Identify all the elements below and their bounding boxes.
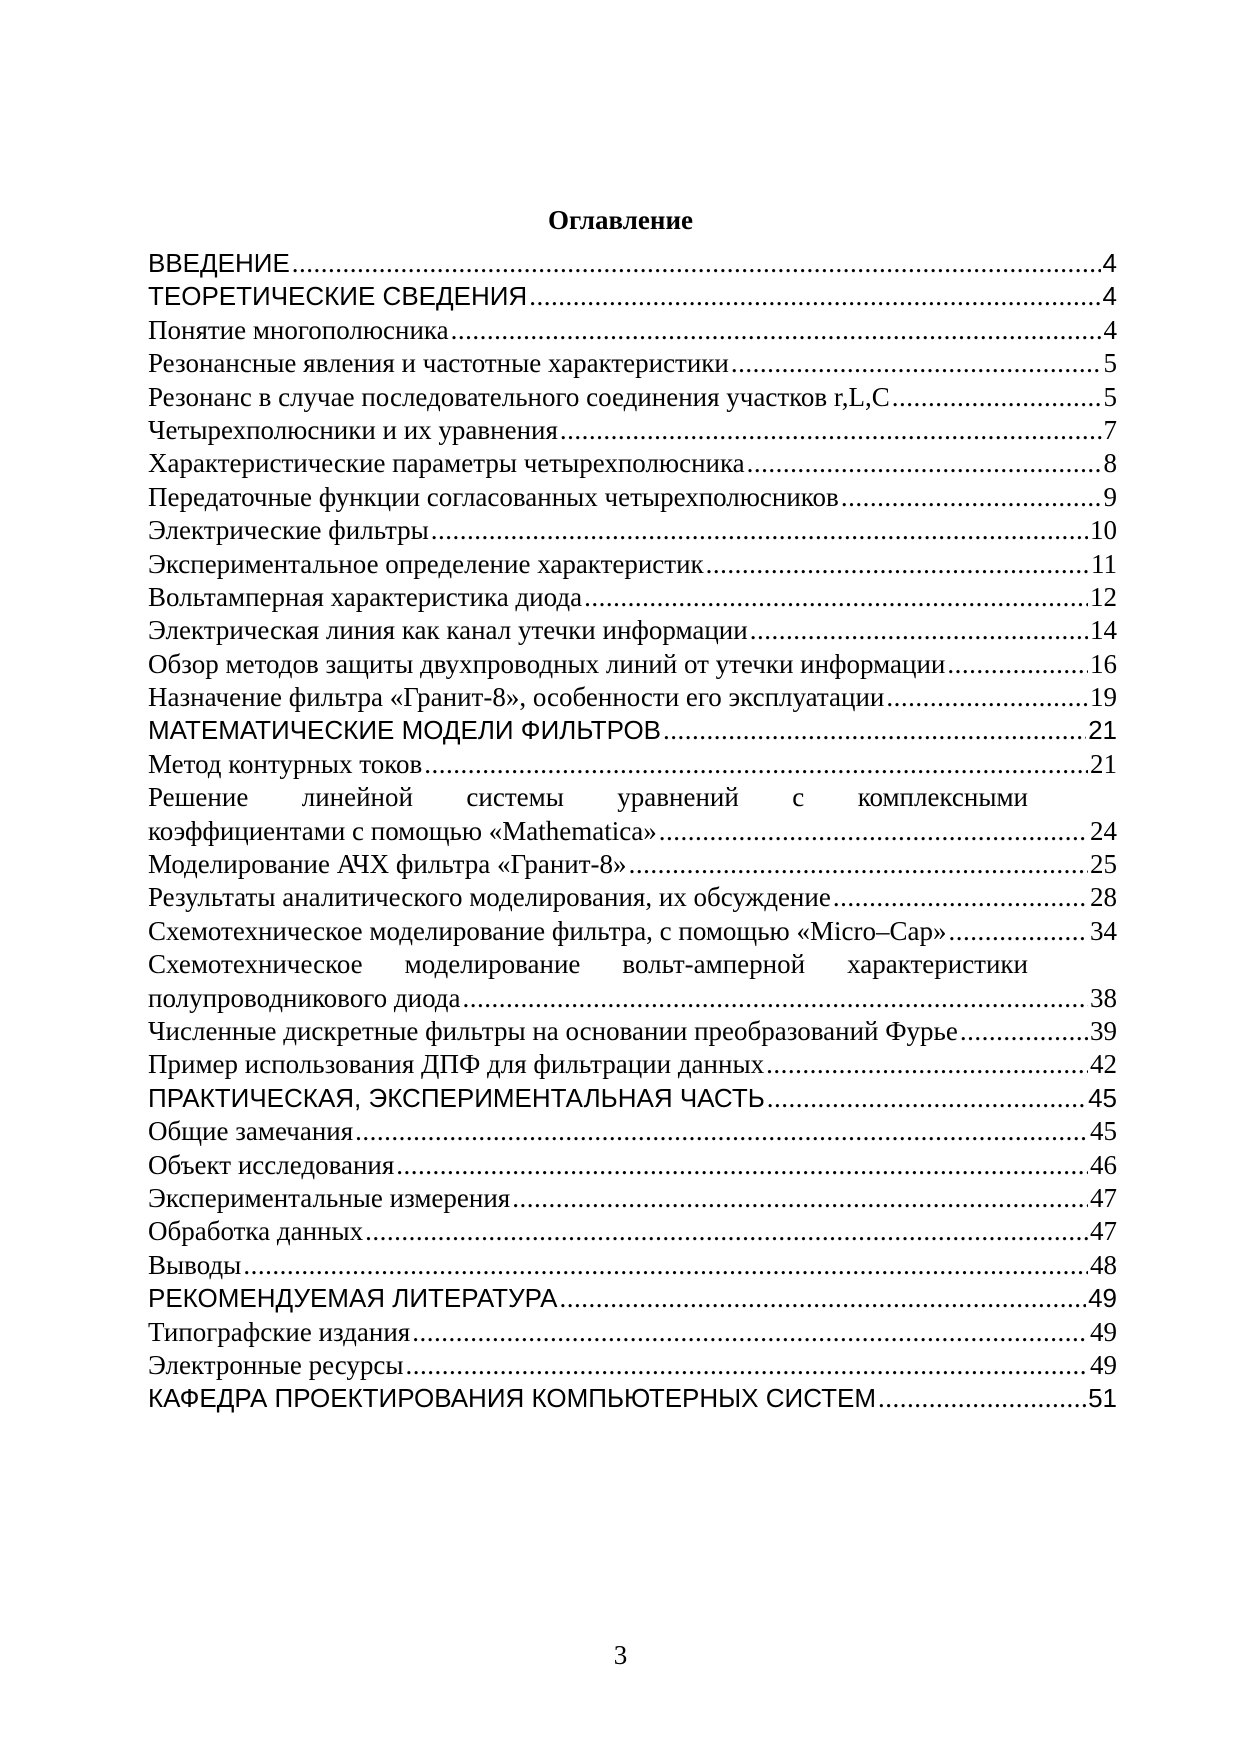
toc-entry-text: Метод контурных токов <box>148 748 423 779</box>
toc-entry-page: 47 <box>1090 1182 1117 1213</box>
toc-entry[interactable] <box>148 781 1117 848</box>
toc-entry-text: КАФЕДРА ПРОЕКТИРОВАНИЯ КОМПЬЮТЕРНЫХ СИСТЕМ <box>148 1383 876 1414</box>
toc-entry-text: Вольтамперная характеристика диода <box>148 581 583 612</box>
toc-entry[interactable] <box>148 1182 1117 1215</box>
toc-entry-text: МАТЕМАТИЧЕСКИЕ МОДЕЛИ ФИЛЬТРОВ <box>148 715 662 746</box>
toc-entry-text: Обзор методов защиты двухпроводных линий от утечки информации <box>148 648 946 679</box>
toc-entry[interactable] <box>148 1349 1117 1382</box>
toc-entry-page: 21 <box>1090 748 1117 779</box>
toc-entry-text: РЕКОМЕНДУЕМАЯ ЛИТЕРАТУРА <box>148 1283 558 1314</box>
dot-leader <box>512 1182 1088 1215</box>
dot-leader <box>463 982 1088 1015</box>
toc-entry-text: Результаты аналитического моделирования, их обсуждение <box>148 882 831 913</box>
page-number: 3 <box>613 1640 628 1670</box>
toc-entry[interactable] <box>148 948 1117 1015</box>
toc-entry-page: 47 <box>1090 1216 1117 1247</box>
toc-entry[interactable] <box>148 1382 1117 1415</box>
dot-leader <box>948 915 1088 948</box>
dot-leader <box>947 648 1088 681</box>
toc-entry-text: Численные дискретные фильтры на основании преобразований Фурье <box>148 1015 958 1046</box>
toc-entry-page: 14 <box>1090 615 1117 646</box>
dot-leader <box>584 581 1088 614</box>
toc-entry-line-2 <box>148 815 1117 848</box>
toc-entry[interactable] <box>148 247 1117 280</box>
toc-entry-text-line-2: полупроводникового диода <box>148 982 461 1013</box>
toc-entry[interactable] <box>148 514 1117 547</box>
toc-entry-text-line-2: коэффициентами с помощью «Mathematica» <box>148 815 657 846</box>
toc-entry-page: 45 <box>1088 1082 1117 1113</box>
toc-entry[interactable] <box>148 614 1117 647</box>
dot-leader <box>750 614 1088 647</box>
toc-entry[interactable] <box>148 714 1117 747</box>
toc-entry-page: 48 <box>1090 1249 1117 1280</box>
toc-entry[interactable] <box>148 548 1117 581</box>
dot-leader <box>663 714 1086 747</box>
toc-entry-text: Схемотехническое моделирование фильтра, с помощью «Micro–Cap» <box>148 915 947 946</box>
toc-entry-page: 24 <box>1090 815 1117 846</box>
toc-entry-text: Передаточные функции согласованных четырехполюсников <box>148 481 839 512</box>
toc-entry-page: 4 <box>1102 248 1117 278</box>
toc-entry[interactable] <box>148 347 1117 380</box>
toc-entry-text: Электрическая линия как канал утечки информации <box>148 615 748 646</box>
dot-leader <box>451 314 1102 347</box>
toc-entry-page: 39 <box>1090 1015 1117 1046</box>
toc-entry[interactable] <box>148 314 1117 347</box>
toc-entry-page: 11 <box>1091 548 1117 579</box>
toc-entry-text-line-1: Схемотехническое моделирование вольт-амперной характеристики <box>148 949 1028 980</box>
toc-entry-text: Электронные ресурсы <box>148 1349 404 1380</box>
toc-entry-text-line-1: Решение линейной системы уравнений с комплексными <box>148 782 1028 813</box>
dot-leader <box>529 280 1100 313</box>
toc-entry[interactable] <box>148 1048 1117 1081</box>
toc-entry-page: 34 <box>1090 915 1117 946</box>
toc-entry[interactable] <box>148 1149 1117 1182</box>
toc-entry-text: Резонансные явления и частотные характеристики <box>148 348 729 379</box>
dot-leader <box>960 1015 1088 1048</box>
toc-entry-page: 45 <box>1090 1116 1117 1147</box>
toc-entry-page: 19 <box>1090 682 1117 713</box>
toc-entry-text: Выводы <box>148 1249 242 1280</box>
toc-entry-page: 38 <box>1090 982 1117 1013</box>
dot-leader <box>365 1215 1088 1248</box>
toc-entry-text: Пример использования ДПФ для фильтрации данных <box>148 1049 765 1080</box>
dot-leader <box>406 1349 1089 1382</box>
toc-entry-text: Объект исследования <box>148 1149 395 1180</box>
dot-leader <box>731 347 1102 380</box>
dot-leader <box>412 1316 1088 1349</box>
toc-entry[interactable] <box>148 1015 1117 1048</box>
toc-entry-text: Общие замечания <box>148 1116 354 1147</box>
toc-entry[interactable] <box>148 848 1117 881</box>
dot-leader <box>292 247 1101 280</box>
toc-entry-text: Резонанс в случае последовательного соединения участков r,L,C <box>148 381 890 412</box>
toc-entry-text: Характеристические параметры четырехполюсника <box>148 448 745 479</box>
toc-entry-text: Четырехполюсники и их уравнения <box>148 414 558 445</box>
toc-entry-text: Моделирование АЧХ фильтра «Гранит-8» <box>148 849 627 880</box>
toc-title: Оглавление <box>548 205 693 235</box>
dot-leader <box>560 1282 1087 1315</box>
toc-entry-page: 7 <box>1103 414 1117 445</box>
toc-entry-page: 46 <box>1090 1149 1117 1180</box>
toc-entry[interactable] <box>148 1316 1117 1349</box>
toc-entry[interactable] <box>148 381 1117 414</box>
toc-entry[interactable] <box>148 1215 1117 1248</box>
dot-leader <box>706 548 1089 581</box>
toc-entry[interactable] <box>148 1249 1117 1282</box>
toc-entry-page: 12 <box>1090 581 1117 612</box>
toc-entry-page: 4 <box>1103 314 1117 345</box>
toc-entry-text: ТЕОРЕТИЧЕСКИЕ СВЕДЕНИЯ <box>148 281 528 312</box>
toc-entry-line-2 <box>148 982 1117 1015</box>
dot-leader <box>355 1115 1088 1148</box>
toc-entry[interactable] <box>148 280 1117 313</box>
toc-entry-page: 5 <box>1103 348 1117 379</box>
dot-leader <box>424 748 1088 781</box>
dot-leader <box>841 481 1102 514</box>
toc-entry-text: Экспериментальное определение характеристик <box>148 548 704 579</box>
dot-leader <box>878 1382 1086 1415</box>
toc-entry[interactable] <box>148 447 1117 480</box>
toc-entry-page: 10 <box>1090 515 1117 546</box>
toc-entry-page: 42 <box>1090 1049 1117 1080</box>
toc-entry-page: 21 <box>1088 715 1117 746</box>
toc-entry-page: 5 <box>1103 381 1117 412</box>
toc-entry-page: 49 <box>1090 1316 1117 1347</box>
toc-entry[interactable] <box>148 481 1117 514</box>
toc-entry[interactable] <box>148 581 1117 614</box>
toc-entry[interactable] <box>148 881 1117 914</box>
dot-leader <box>833 881 1088 914</box>
toc-entry[interactable] <box>148 748 1117 781</box>
toc-entry[interactable] <box>148 1115 1117 1148</box>
toc-entry-page: 25 <box>1090 849 1117 880</box>
toc-entry-page: 51 <box>1088 1383 1117 1414</box>
toc-list <box>148 247 1117 1416</box>
toc-entry-page: 49 <box>1090 1349 1117 1380</box>
dot-leader <box>747 447 1102 480</box>
dot-leader <box>886 681 1088 714</box>
toc-entry-page: 4 <box>1102 281 1117 312</box>
toc-entry-text: Электрические фильтры <box>148 515 429 546</box>
dot-leader <box>659 815 1088 848</box>
dot-leader <box>243 1249 1088 1282</box>
toc-entry[interactable] <box>148 1282 1117 1315</box>
toc-entry-text: Типографские издания <box>148 1316 411 1347</box>
toc-entry-text: ПРАКТИЧЕСКАЯ, ЭКСПЕРИМЕНТАЛЬНАЯ ЧАСТЬ <box>148 1082 765 1113</box>
toc-entry[interactable] <box>148 1082 1117 1115</box>
dot-leader <box>767 1082 1086 1115</box>
toc-entry-page: 9 <box>1103 481 1117 512</box>
dot-leader <box>892 381 1102 414</box>
toc-entry-page: 28 <box>1090 882 1117 913</box>
dot-leader <box>560 414 1102 447</box>
toc-entry-text: ВВЕДЕНИЕ <box>148 248 290 278</box>
toc-entry-page: 49 <box>1088 1283 1117 1314</box>
dot-leader <box>766 1048 1088 1081</box>
toc-entry-text: Экспериментальные измерения <box>148 1182 511 1213</box>
dot-leader <box>431 514 1088 547</box>
toc-entry-text: Обработка данных <box>148 1216 364 1247</box>
toc-entry[interactable] <box>148 681 1117 714</box>
toc-entry-page: 8 <box>1103 448 1117 479</box>
toc-entry[interactable] <box>148 414 1117 447</box>
toc-entry-text: Понятие многополюсника <box>148 314 449 345</box>
dot-leader <box>629 848 1088 881</box>
dot-leader <box>396 1149 1088 1182</box>
toc-entry-page: 16 <box>1090 648 1117 679</box>
toc-entry-text: Назначение фильтра «Гранит-8», особенности его эксплуатации <box>148 682 885 713</box>
toc-entry[interactable] <box>148 915 1117 948</box>
toc-entry[interactable] <box>148 648 1117 681</box>
